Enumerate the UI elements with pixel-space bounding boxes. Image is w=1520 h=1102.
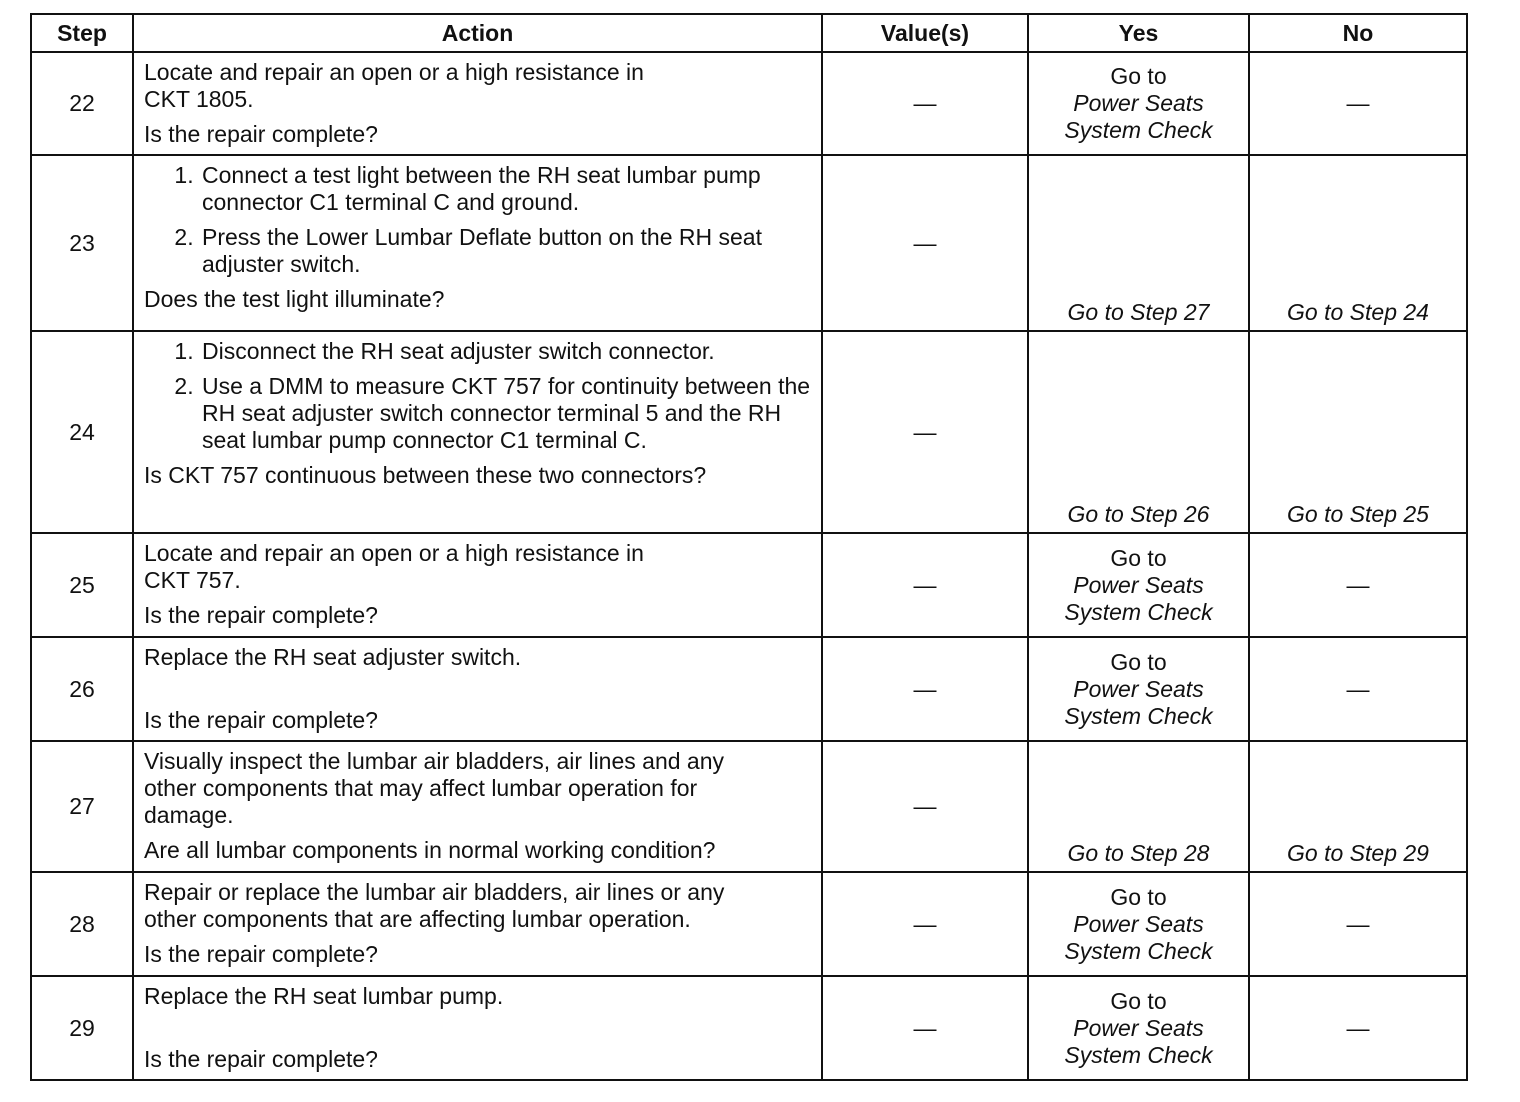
- action-question: Is the repair complete?: [144, 602, 378, 628]
- action-line: Locate and repair an open or a high resistance in: [144, 59, 644, 85]
- action-question: Does the test light illuminate?: [144, 286, 445, 312]
- step-number: 28: [31, 872, 133, 976]
- goto-target: Power Seats: [1073, 571, 1204, 598]
- table-row: [31, 637, 1467, 741]
- value-cell: —: [822, 52, 1028, 155]
- action-question: Is the repair complete?: [144, 121, 378, 147]
- header-row: [31, 14, 1467, 52]
- action-line: other components that are affecting lumbar operation.: [144, 906, 691, 932]
- step-number: 26: [31, 637, 133, 741]
- table-row: [31, 533, 1467, 637]
- yes-cell: Go to Step 28: [1028, 741, 1249, 872]
- action-line: Replace the RH seat adjuster switch.: [144, 644, 522, 670]
- goto-lead: Go to: [1110, 544, 1167, 571]
- action-cell: [133, 741, 822, 872]
- step-number: 29: [31, 976, 133, 1080]
- action-line: CKT 1805.: [144, 86, 254, 112]
- goto-lead: Go to: [1110, 883, 1167, 910]
- action-question: Is CKT 757 continuous between these two connectors?: [144, 462, 707, 488]
- action-question: Are all lumbar components in normal working condition?: [144, 837, 716, 863]
- action-step: 2. Use a DMM to measure CKT 757 for continuity between the RH seat adjuster switch connector terminal 5 and the RH seat lumbar pump connector C1 terminal C.: [200, 373, 811, 454]
- step-number: 27: [31, 741, 133, 872]
- action-cell: [133, 872, 822, 976]
- header-yes: Yes: [1028, 14, 1249, 52]
- yes-cell: Go to Step 27: [1028, 155, 1249, 331]
- no-cell: —: [1249, 52, 1467, 155]
- no-cell: —: [1249, 976, 1467, 1080]
- action-cell: [133, 976, 822, 1080]
- action-cell: [133, 331, 822, 533]
- action-step: 2. Press the Lower Lumbar Deflate button on the RH seat adjuster switch.: [200, 224, 811, 278]
- action-line: Locate and repair an open or a high resistance in: [144, 540, 644, 566]
- header-values: Value(s): [822, 14, 1028, 52]
- yes-cell: [1028, 872, 1249, 976]
- step-number: 23: [31, 155, 133, 331]
- goto-target: Power Seats: [1073, 90, 1204, 116]
- no-cell: —: [1249, 872, 1467, 976]
- goto-target: System Check: [1064, 937, 1213, 964]
- yes-cell: [1028, 533, 1249, 637]
- header-action: Action: [133, 14, 822, 52]
- step-number: 25: [31, 533, 133, 637]
- goto-target: System Check: [1064, 702, 1213, 729]
- value-cell: —: [822, 976, 1028, 1080]
- goto-lead: Go to: [1110, 63, 1167, 89]
- value-cell: —: [822, 331, 1028, 533]
- table-row: [31, 872, 1467, 976]
- no-cell: Go to Step 29: [1249, 741, 1467, 872]
- value-cell: —: [822, 872, 1028, 976]
- table-row: [31, 52, 1467, 155]
- value-cell: —: [822, 533, 1028, 637]
- yes-cell: [1028, 52, 1249, 155]
- no-cell: —: [1249, 533, 1467, 637]
- goto-lead: Go to: [1110, 987, 1167, 1014]
- action-step: 1. Disconnect the RH seat adjuster switch connector.: [200, 338, 811, 365]
- goto-target: System Check: [1064, 598, 1213, 625]
- table-row: [31, 741, 1467, 872]
- yes-cell: Go to Step 26: [1028, 331, 1249, 533]
- step-number: 24: [31, 331, 133, 533]
- action-line: damage.: [144, 802, 234, 828]
- action-question: Is the repair complete?: [144, 1046, 378, 1072]
- goto-target: Power Seats: [1073, 910, 1204, 937]
- value-cell: —: [822, 155, 1028, 331]
- header-step: Step: [31, 14, 133, 52]
- no-cell: Go to Step 25: [1249, 331, 1467, 533]
- diagnostic-table: [30, 13, 1468, 1081]
- action-cell: [133, 155, 822, 331]
- action-question: Is the repair complete?: [144, 707, 378, 733]
- action-step: 1. Connect a test light between the RH seat lumbar pump connector C1 terminal C and ground.: [200, 162, 811, 216]
- table-row: [31, 155, 1467, 331]
- goto-target: System Check: [1064, 117, 1213, 143]
- table-row: [31, 976, 1467, 1080]
- table-row: [31, 331, 1467, 533]
- action-question: Is the repair complete?: [144, 941, 378, 967]
- action-line: CKT 757.: [144, 567, 241, 593]
- goto-target: System Check: [1064, 1041, 1213, 1068]
- action-line: other components that may affect lumbar operation for: [144, 775, 698, 801]
- no-cell: —: [1249, 637, 1467, 741]
- value-cell: —: [822, 637, 1028, 741]
- action-cell: [133, 637, 822, 741]
- action-cell: [133, 533, 822, 637]
- goto-target: Power Seats: [1073, 1014, 1204, 1041]
- action-steps: [144, 338, 811, 454]
- goto-lead: Go to: [1110, 648, 1167, 675]
- header-no: No: [1249, 14, 1467, 52]
- no-cell: Go to Step 24: [1249, 155, 1467, 331]
- value-cell: —: [822, 741, 1028, 872]
- action-steps: [144, 162, 811, 278]
- yes-cell: [1028, 976, 1249, 1080]
- yes-cell: [1028, 637, 1249, 741]
- action-line: Replace the RH seat lumbar pump.: [144, 983, 504, 1009]
- action-line: Repair or replace the lumbar air bladders, air lines or any: [144, 879, 725, 905]
- step-number: 22: [31, 52, 133, 155]
- action-line: Visually inspect the lumbar air bladders, air lines and any: [144, 748, 724, 774]
- goto-target: Power Seats: [1073, 675, 1204, 702]
- action-cell: [133, 52, 822, 155]
